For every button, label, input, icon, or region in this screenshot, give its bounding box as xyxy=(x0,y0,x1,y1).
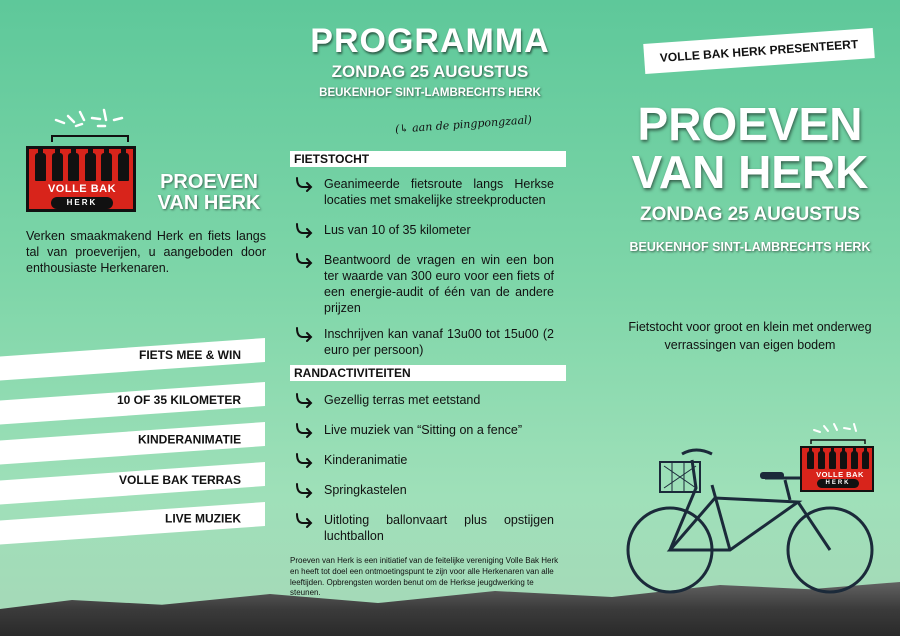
stripe-kinderanimatie xyxy=(0,422,265,465)
programma-venue: BEUKENHOF SINT-LAMBRECHTS HERK xyxy=(319,87,541,99)
logo-subtext: HERK xyxy=(817,479,859,488)
bottle-icon xyxy=(68,153,79,181)
arrow-bullet-icon xyxy=(294,252,314,268)
handwritten-note: (↳ aan de pingpongzaal) xyxy=(394,113,533,136)
arrow-bullet-icon xyxy=(294,326,314,342)
badge-label: VOLLE BAK HERK PRESENTEERT xyxy=(659,37,859,65)
arrow-bullet-icon xyxy=(294,392,314,408)
item-text: Uitloting ballonvaart plus opstijgen luchtballon xyxy=(324,513,554,543)
footnote: Proeven van Herk is een initiatief van de feitelijke vereniging Volle Bak Herk en heeft tot doel een ontmoetingspunt te zijn voor alle Herkenaren van alle leeftijden. Opbrengsten worden benut om de Herkse jeugdwerking te steunen. xyxy=(290,556,559,598)
item-text: Geanimeerde fietsroute langs Herkse locaties met smakelijke streekproducten xyxy=(324,177,554,207)
left-title-line2: VAN HERK xyxy=(157,192,261,214)
stripe-terras xyxy=(0,462,265,505)
list-item xyxy=(294,482,554,498)
right-title xyxy=(600,100,900,196)
bottle-icon xyxy=(851,451,858,469)
randactiviteiten-heading: RANDACTIVITEITEN xyxy=(290,365,566,381)
item-text: Springkastelen xyxy=(324,483,407,497)
bottle-icon xyxy=(118,153,129,181)
arrow-bullet-icon xyxy=(294,512,314,528)
right-title-line2: VAN HERK xyxy=(631,146,869,198)
logo-text: VOLLE BAK xyxy=(47,183,117,195)
fietstocht-heading: FIETSTOCHT xyxy=(290,151,566,167)
programma-date: ZONDAG 25 AUGUSTUS xyxy=(331,62,529,81)
arrow-bullet-icon xyxy=(294,222,314,238)
stripe-kilometer xyxy=(0,382,265,425)
logo-bottles xyxy=(807,451,869,469)
programma-title: PROGRAMMA xyxy=(310,22,550,60)
list-item xyxy=(294,512,554,544)
left-title xyxy=(150,172,268,214)
bottle-icon xyxy=(85,153,96,181)
list-item xyxy=(294,422,554,438)
item-text: Beantwoord de vragen en win een bon ter waarde van 300 euro voor een fiets of een energie-audit of één van de andere prijzen xyxy=(324,253,554,315)
stripe-label: 10 OF 35 KILOMETER xyxy=(116,393,241,408)
left-intro: Verken smaakmakend Herk en fiets langs tal van proeverijen, u aangeboden door enthousiaste Herkenaren. xyxy=(26,229,266,275)
stripe-label: FIETS MEE & WIN xyxy=(139,348,241,363)
stripe-live-muziek xyxy=(0,502,265,545)
middle-panel xyxy=(280,0,580,636)
list-item xyxy=(294,452,554,468)
left-title-line1: PROEVEN xyxy=(160,171,258,193)
bottle-icon xyxy=(52,153,63,181)
logo-box xyxy=(800,446,874,492)
item-text: Lus van 10 of 35 kilometer xyxy=(324,223,471,237)
right-tagline: Fietstocht voor groot en klein met onderweg verrassingen van eigen bodem xyxy=(628,320,872,352)
arrow-bullet-icon xyxy=(294,482,314,498)
right-title-line1: PROEVEN xyxy=(637,98,863,150)
logo-text: VOLLE BAK xyxy=(816,470,864,479)
item-text: Live muziek van “Sitting on a fence” xyxy=(324,423,523,437)
bottle-icon xyxy=(840,451,847,469)
list-item xyxy=(294,222,554,238)
volle-bak-logo xyxy=(26,106,138,212)
bottle-icon xyxy=(818,451,825,469)
bottle-icon xyxy=(807,451,814,469)
stripe-label: KINDERANIMATIE xyxy=(137,432,241,447)
presenteert-badge xyxy=(643,28,875,74)
arrow-bullet-icon xyxy=(294,452,314,468)
left-panel xyxy=(0,0,280,636)
confetti-icon xyxy=(810,420,866,444)
confetti-icon xyxy=(50,106,130,142)
right-venue: BEUKENHOF SINT-LAMBRECHTS HERK xyxy=(629,240,871,254)
logo-subtext: HERK xyxy=(51,197,113,209)
stripe-label: LIVE MUZIEK xyxy=(164,511,241,526)
logo-bottles xyxy=(35,153,129,181)
right-panel xyxy=(600,0,900,636)
list-item xyxy=(294,326,554,358)
item-text: Inschrijven kan vanaf 13u00 tot 15u00 (2 euro per persoon) xyxy=(324,327,554,357)
list-item xyxy=(294,252,554,316)
volle-bak-logo-small xyxy=(800,420,876,492)
bottle-icon xyxy=(35,153,46,181)
item-text: Kinderanimatie xyxy=(324,453,408,467)
bottle-icon xyxy=(829,451,836,469)
logo-box xyxy=(26,146,136,212)
arrow-bullet-icon xyxy=(294,176,314,192)
item-text: Gezellig terras met eetstand xyxy=(324,393,481,407)
bottle-icon xyxy=(101,153,112,181)
right-date: ZONDAG 25 AUGUSTUS xyxy=(640,204,860,225)
bottle-icon xyxy=(862,451,869,469)
list-item xyxy=(294,392,554,408)
stripe-label: VOLLE BAK TERRAS xyxy=(118,472,241,487)
stripe-fiets-mee xyxy=(0,338,265,381)
arrow-bullet-icon xyxy=(294,422,314,438)
list-item xyxy=(294,176,554,208)
